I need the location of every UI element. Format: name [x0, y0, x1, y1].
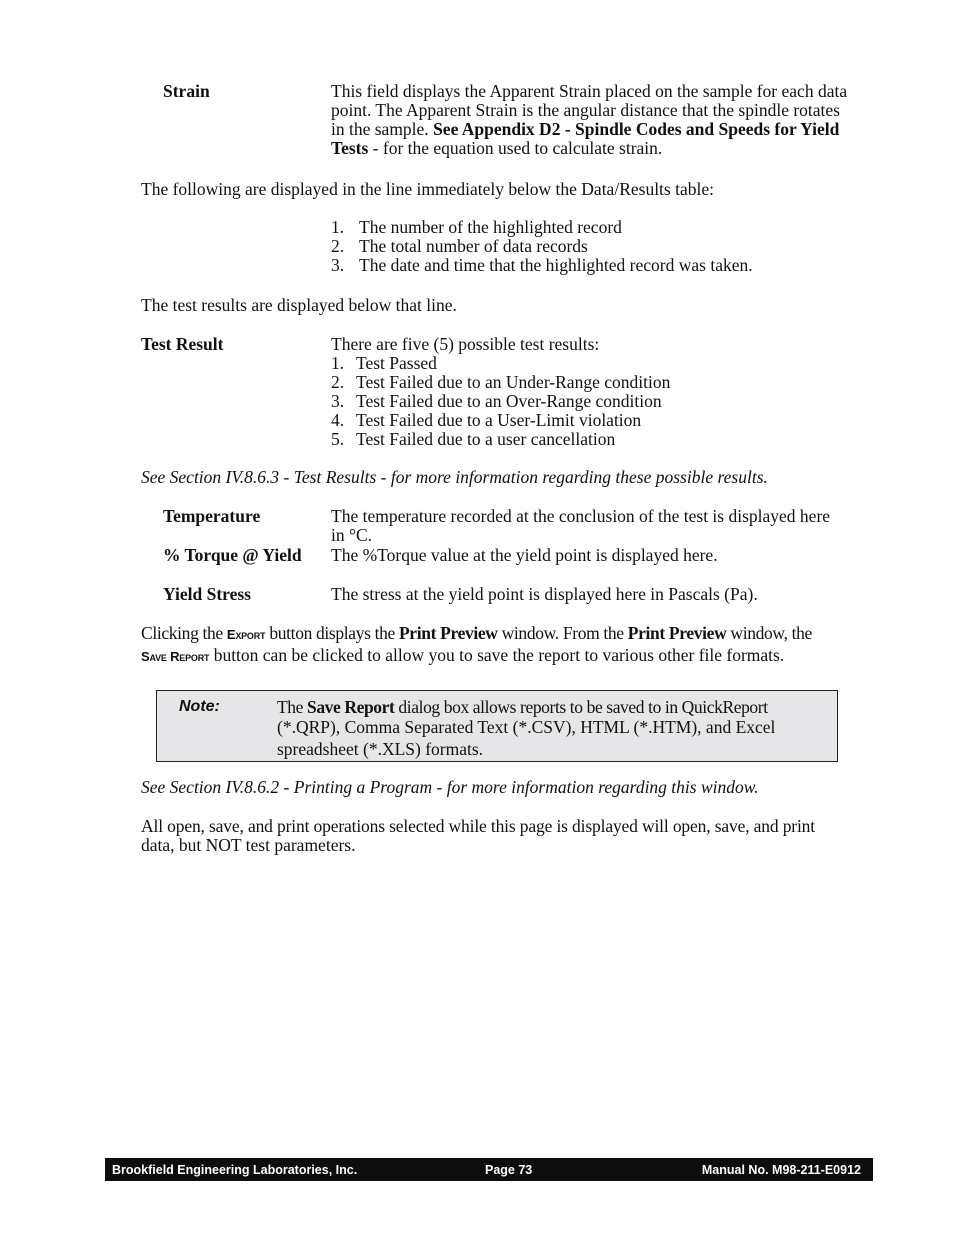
- list-text: Test Failed due to a user cancellation: [356, 429, 616, 449]
- list-text: Test Passed: [356, 353, 437, 373]
- test-result-label: Test Result: [141, 334, 224, 354]
- list-number: 3.: [331, 391, 345, 411]
- list-text: The number of the highlighted record: [359, 217, 622, 237]
- strain-line-4-text: - for the equation used to calculate strain.: [368, 138, 663, 158]
- test-result-intro: There are five (5) possible test results:: [331, 334, 600, 354]
- final-line-2: data, but NOT test parameters.: [141, 835, 356, 855]
- see-section-printing: See Section IV.8.6.2 - Printing a Program - for more information regarding this window.: [141, 777, 759, 797]
- save-report-button-ref: Save Report: [141, 649, 210, 664]
- export-text: Clicking the: [141, 623, 227, 643]
- torque-label: % Torque @ Yield: [163, 545, 302, 565]
- footer-page-number: Page 73: [485, 1163, 533, 1177]
- torque-description: The %Torque value at the yield point is displayed here.: [331, 545, 718, 565]
- print-preview-ref: Print Preview: [398, 623, 498, 643]
- list-item: [331, 218, 753, 237]
- save-report-ref: Save Report: [306, 697, 395, 717]
- list-number: 4.: [331, 410, 345, 430]
- export-button-ref: Export: [226, 627, 266, 642]
- print-preview-ref: Print Preview: [627, 623, 727, 643]
- export-line-1: [141, 623, 876, 645]
- note-label: Note:: [179, 698, 220, 715]
- appendix-reference-cont: Tests: [331, 138, 369, 158]
- see-section-results: See Section IV.8.6.3 - Test Results - for more information regarding these possible results.: [141, 467, 768, 487]
- export-text: button displays the: [265, 623, 399, 643]
- list-text: Test Failed due to an Over-Range condition: [356, 391, 662, 411]
- strain-line-1: This field displays the Apparent Strain placed on the sample for each data: [331, 81, 848, 101]
- yield-stress-description: The stress at the yield point is displayed here in Pascals (Pa).: [331, 584, 758, 604]
- list-item: [331, 430, 670, 449]
- list-item: [331, 256, 753, 275]
- export-text: button can be clicked to allow you to save the report to various other file formats.: [209, 645, 785, 665]
- footer-company: Brookfield Engineering Laboratories, Inc.: [112, 1163, 358, 1177]
- temperature-label: Temperature: [163, 506, 261, 526]
- note-line-1: [277, 697, 822, 717]
- list-number: 1.: [331, 217, 345, 237]
- list-item: [331, 411, 670, 430]
- list-item: [331, 354, 670, 373]
- export-line-2: [141, 645, 876, 667]
- note-line-2: (*.QRP), Comma Separated Text (*.CSV), HTML (*.HTM), and Excel: [277, 717, 776, 737]
- export-text: window, the: [726, 623, 812, 643]
- temperature-line-2: in °C.: [331, 525, 373, 545]
- note-line-3: spreadsheet (*.XLS) formats.: [277, 739, 484, 759]
- strain-description: [331, 82, 876, 158]
- final-paragraph: [141, 817, 881, 855]
- list-number: 5.: [331, 429, 345, 449]
- list-number: 2.: [331, 236, 345, 256]
- final-line-1: All open, save, and print operations selected while this page is displayed will open, save, and print: [141, 816, 815, 836]
- footer-manual-number: Manual No. M98-211-E0912: [701, 1163, 861, 1177]
- test-result-list: [331, 354, 670, 449]
- list-item: [331, 392, 670, 411]
- list-item: [331, 373, 670, 392]
- note-box: [156, 690, 838, 762]
- list-item: [331, 237, 753, 256]
- list-number: 3.: [331, 255, 345, 275]
- list-text: Test Failed due to a User-Limit violation: [356, 410, 642, 430]
- list-number: 2.: [331, 372, 345, 392]
- note-text-part: dialog box allows reports to be saved to in QuickReport: [394, 697, 768, 717]
- strain-line-3: [331, 120, 876, 139]
- note-text-part: The: [277, 697, 307, 717]
- strain-label: Strain: [163, 81, 210, 101]
- intro-below-table: The following are displayed in the line immediately below the Data/Results table:: [141, 179, 714, 199]
- strain-line-4: [331, 139, 876, 158]
- list-text: The total number of data records: [359, 236, 588, 256]
- table-info-list: [331, 218, 753, 275]
- note-text: [277, 697, 822, 759]
- yield-stress-label: Yield Stress: [163, 584, 251, 604]
- list-number: 1.: [331, 353, 345, 373]
- strain-line-3-text: in the sample.: [331, 119, 434, 139]
- test-result-description: [331, 335, 670, 449]
- appendix-reference: See Appendix D2 - Spindle Codes and Speeds for Yield: [433, 119, 840, 139]
- strain-line-2: point. The Apparent Strain is the angular distance that the spindle rotates: [331, 100, 840, 120]
- export-text: window. From the: [497, 623, 628, 643]
- temperature-description: [331, 507, 830, 545]
- list-text: Test Failed due to an Under-Range condition: [356, 372, 671, 392]
- results-intro: The test results are displayed below that line.: [141, 295, 457, 315]
- list-text: The date and time that the highlighted record was taken.: [359, 255, 753, 275]
- page-footer: [105, 1158, 873, 1181]
- temperature-line-1: The temperature recorded at the conclusion of the test is displayed here: [331, 506, 831, 526]
- export-paragraph: [141, 623, 876, 667]
